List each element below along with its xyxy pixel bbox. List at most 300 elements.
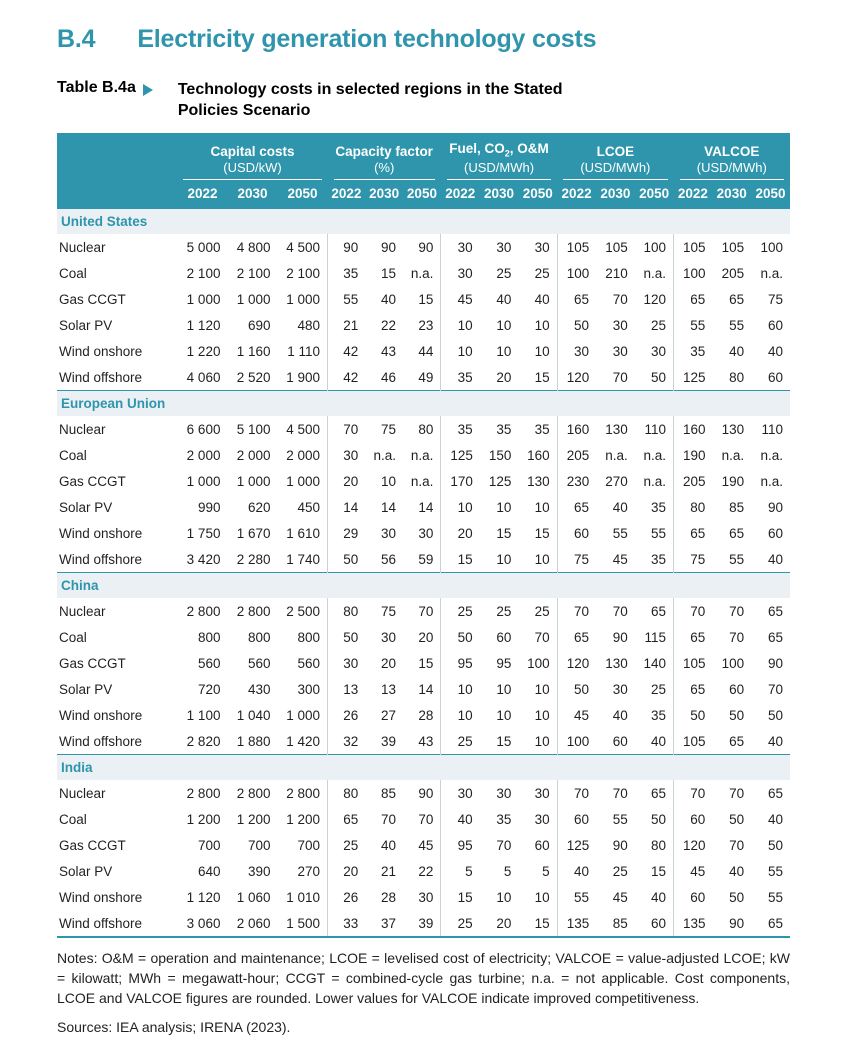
- cell-valcoe-2050: 65: [767, 785, 783, 801]
- cell-capital-2030: 800: [247, 629, 271, 645]
- cell-capital-2050: 4 500: [286, 421, 321, 437]
- cell-capacity-2050: 70: [418, 811, 434, 827]
- cell-capacity-2030: 37: [381, 915, 397, 931]
- header-year-valcoe-2030: 2030: [712, 180, 751, 209]
- cell-capital-2022: 6 600: [186, 421, 221, 437]
- cell-fuel-2050: 30: [534, 239, 550, 255]
- cell-fuel-2050: 10: [534, 889, 550, 905]
- cell-capacity-2050: 90: [418, 785, 434, 801]
- cell-fuel-2050: 30: [534, 785, 550, 801]
- cell-valcoe-2050: 65: [767, 629, 783, 645]
- cell-capacity-2022: 35: [328, 260, 366, 286]
- header-group-lcoe-name: LCOE: [596, 143, 635, 159]
- cell-valcoe-2022: 65: [674, 676, 713, 702]
- cell-valcoe-2030: 85: [729, 499, 745, 515]
- cell-lcoe-2050: 120: [643, 291, 667, 307]
- cell-capacity-2030: 75: [381, 603, 397, 619]
- cell-capital-2050: 300: [297, 681, 321, 697]
- cell-capital-2022: 5 000: [186, 239, 221, 255]
- cell-fuel-2050: 10: [534, 499, 550, 515]
- cell-lcoe-2050: 35: [651, 707, 667, 723]
- table-row: [57, 234, 790, 260]
- cell-fuel-2050: 10: [534, 733, 550, 749]
- cell-fuel-2022: 15: [441, 884, 480, 910]
- region-header-row: [57, 755, 790, 781]
- cell-capacity-2022: 42: [328, 338, 366, 364]
- header-group-capital-costs: [177, 133, 327, 179]
- cell-lcoe-2022: 230: [557, 468, 596, 494]
- cell-valcoe-2022: 65: [674, 520, 713, 546]
- cell-capital-2050: 1 740: [286, 551, 321, 567]
- cell-valcoe-2022: 75: [674, 546, 713, 573]
- cell-lcoe-2050: 110: [644, 421, 667, 437]
- cell-capital-2030: 620: [247, 499, 271, 515]
- cell-fuel-2022: 25: [441, 598, 480, 624]
- cell-valcoe-2022: 65: [674, 286, 713, 312]
- cell-valcoe-2030: 60: [729, 681, 745, 697]
- table-row: [57, 832, 790, 858]
- cell-lcoe-2050: 115: [644, 629, 667, 645]
- cell-capital-2030: 1 200: [236, 811, 271, 827]
- cell-lcoe-2050: 25: [651, 317, 667, 333]
- cell-lcoe-2050: n.a.: [643, 265, 667, 281]
- cell-valcoe-2050: 50: [767, 837, 783, 853]
- cell-capital-2022: 700: [197, 837, 221, 853]
- cell-capital-2050: 1 200: [286, 811, 321, 827]
- cell-lcoe-2050: 80: [651, 837, 667, 853]
- cell-capital-2030: 1 160: [236, 343, 271, 359]
- cell-fuel-2030: 10: [496, 551, 512, 567]
- cell-valcoe-2030: 55: [729, 317, 745, 333]
- cell-capacity-2050: 15: [418, 655, 434, 671]
- header-corner-cell: [57, 133, 177, 179]
- cell-fuel-2022: 15: [441, 546, 480, 573]
- cell-capacity-2030: 30: [381, 629, 397, 645]
- header-group-fuel-co2-om-name: Fuel, $CO_2$, O&M: [449, 141, 549, 159]
- cell-lcoe-2030: 45: [612, 551, 628, 567]
- table-row: [57, 650, 790, 676]
- cell-capital-2022: 3 060: [186, 915, 221, 931]
- cell-capital-2022: 2 820: [186, 733, 221, 749]
- cell-capacity-2022: 26: [328, 702, 366, 728]
- cell-lcoe-2022: 65: [557, 624, 596, 650]
- cell-valcoe-2030: 90: [729, 915, 745, 931]
- cell-valcoe-2022: 50: [674, 702, 713, 728]
- cell-capacity-2050: 30: [418, 525, 434, 541]
- cell-capital-2050: 1 420: [286, 733, 321, 749]
- cell-fuel-2050: 15: [534, 525, 550, 541]
- table-row: [57, 442, 790, 468]
- cell-lcoe-2030: 30: [612, 343, 628, 359]
- cell-capacity-2030: 10: [381, 473, 397, 489]
- cell-lcoe-2030: 70: [612, 291, 628, 307]
- cell-capital-2030: 4 800: [236, 239, 271, 255]
- cell-lcoe-2022: 70: [557, 598, 596, 624]
- table-row: [57, 702, 790, 728]
- cell-capital-2050: 270: [297, 863, 321, 879]
- cell-lcoe-2022: 65: [557, 286, 596, 312]
- cell-lcoe-2030: 210: [605, 265, 628, 281]
- cell-valcoe-2022: 105: [674, 728, 713, 755]
- cell-valcoe-2050: 110: [761, 421, 783, 437]
- cell-valcoe-2050: 40: [767, 551, 783, 567]
- cell-valcoe-2022: 45: [674, 858, 713, 884]
- cell-capacity-2030: 30: [381, 525, 397, 541]
- cell-valcoe-2022: 70: [674, 780, 713, 806]
- technology-label: Wind offshore: [59, 369, 143, 385]
- cell-capacity-2050: 59: [418, 551, 434, 567]
- technology-label: Wind onshore: [59, 889, 143, 905]
- cell-lcoe-2022: 40: [557, 858, 596, 884]
- technology-label: Wind onshore: [59, 343, 143, 359]
- header-year-fuel-2030: 2030: [480, 180, 519, 209]
- cell-lcoe-2030: 45: [612, 889, 628, 905]
- header-year-lcoe-2030: 2030: [596, 180, 635, 209]
- technology-label: Wind offshore: [59, 915, 143, 931]
- cell-valcoe-2030: 70: [729, 837, 745, 853]
- cell-fuel-2030: 40: [496, 291, 512, 307]
- cell-capital-2022: 1 750: [186, 525, 221, 541]
- table-row: [57, 806, 790, 832]
- cell-fuel-2030: 10: [496, 707, 512, 723]
- cell-capacity-2030: 22: [381, 317, 397, 333]
- cell-capital-2050: 450: [297, 499, 321, 515]
- table-row: [57, 312, 790, 338]
- cell-capital-2050: 1 000: [286, 473, 321, 489]
- cell-capital-2022: 2 800: [186, 603, 221, 619]
- cell-capital-2022: 2 800: [186, 785, 221, 801]
- cell-fuel-2050: 30: [534, 811, 550, 827]
- cell-valcoe-2050: 65: [767, 915, 783, 931]
- cell-fuel-2030: 150: [488, 447, 512, 463]
- cell-capacity-2022: 30: [328, 650, 366, 676]
- cell-lcoe-2050: 50: [651, 369, 667, 385]
- cell-valcoe-2050: n.a.: [760, 265, 783, 281]
- cell-lcoe-2030: 40: [612, 707, 628, 723]
- table-caption-text: Technology costs in selected regions in the Stated Policies Scenario: [177, 81, 563, 120]
- cell-capacity-2050: 15: [418, 291, 434, 307]
- technology-label: Gas CCGT: [59, 473, 126, 489]
- cell-capital-2022: 3 420: [186, 551, 221, 567]
- cell-capacity-2030: 70: [381, 811, 397, 827]
- section-number: B.4: [57, 25, 96, 53]
- header-year-fuel-2022: 2022: [441, 180, 480, 209]
- cell-capital-2050: 2 500: [286, 603, 321, 619]
- cell-capital-2030: 390: [247, 863, 271, 879]
- technology-costs-table: [57, 133, 790, 936]
- cell-fuel-2050: 25: [534, 265, 550, 281]
- cell-capacity-2022: 33: [328, 910, 366, 936]
- cell-fuel-2030: 25: [496, 265, 512, 281]
- header-group-lcoe-unit: (USD/MWh): [580, 159, 651, 175]
- cell-fuel-2050: 35: [534, 421, 550, 437]
- cell-capacity-2022: 80: [328, 598, 366, 624]
- cell-capacity-2022: 55: [328, 286, 366, 312]
- cell-capacity-2030: 46: [381, 369, 397, 385]
- cell-capacity-2050: 22: [418, 863, 434, 879]
- cell-valcoe-2022: 60: [674, 884, 713, 910]
- cell-capacity-2050: 30: [418, 889, 434, 905]
- cell-capacity-2022: 32: [328, 728, 366, 755]
- cell-capital-2050: 1 000: [286, 291, 321, 307]
- cell-valcoe-2022: 60: [674, 806, 713, 832]
- cell-lcoe-2030: 90: [612, 629, 628, 645]
- header-group-capacity-factor-unit: (%): [374, 159, 395, 175]
- cell-capital-2030: 2 100: [236, 265, 271, 281]
- cell-fuel-2030: 25: [496, 603, 512, 619]
- cell-capacity-2030: 85: [381, 785, 397, 801]
- cell-lcoe-2050: 140: [643, 655, 667, 671]
- cell-capacity-2022: 70: [328, 416, 366, 442]
- header-year-capital-2050: 2050: [277, 180, 327, 209]
- cell-lcoe-2050: 40: [651, 733, 667, 749]
- cell-capital-2022: 1 100: [186, 707, 221, 723]
- cell-capacity-2022: 21: [328, 312, 366, 338]
- cell-valcoe-2030: 70: [729, 629, 745, 645]
- cell-fuel-2050: 130: [527, 473, 550, 489]
- cell-capital-2022: 1 200: [186, 811, 221, 827]
- header-year-blank: [57, 180, 177, 209]
- cell-fuel-2022: 5: [441, 858, 480, 884]
- cell-lcoe-2022: 100: [557, 728, 596, 755]
- table-row: [57, 468, 790, 494]
- cell-lcoe-2030: 30: [612, 317, 628, 333]
- table-row: [57, 858, 790, 884]
- cell-fuel-2030: 60: [496, 629, 512, 645]
- cell-lcoe-2050: 40: [651, 889, 667, 905]
- cell-fuel-2022: 30: [441, 780, 480, 806]
- table-row: [57, 338, 790, 364]
- technology-label: Solar PV: [59, 317, 113, 333]
- header-year-lcoe-2050: 2050: [635, 180, 674, 209]
- cell-valcoe-2030: 65: [729, 733, 745, 749]
- cell-capital-2050: 800: [297, 629, 321, 645]
- cell-capacity-2030: 56: [381, 551, 397, 567]
- cell-lcoe-2022: 105: [557, 234, 596, 260]
- cell-lcoe-2030: 70: [612, 603, 628, 619]
- cell-capacity-2030: 90: [381, 239, 397, 255]
- header-group-lcoe: [557, 133, 673, 179]
- cell-capital-2030: 1 060: [236, 889, 271, 905]
- cell-fuel-2030: 10: [496, 343, 512, 359]
- cell-lcoe-2050: 65: [651, 785, 667, 801]
- cell-fuel-2030: 30: [496, 239, 512, 255]
- cell-valcoe-2050: 55: [767, 889, 783, 905]
- header-group-valcoe-name: VALCOE: [704, 143, 760, 159]
- header-group-capacity-factor-name: Capacity factor: [335, 143, 433, 159]
- cell-valcoe-2030: 190: [721, 473, 745, 489]
- cell-lcoe-2030: 130: [605, 655, 628, 671]
- region-header-row: [57, 209, 790, 234]
- table-row: [57, 286, 790, 312]
- cell-capacity-2030: 13: [381, 681, 397, 697]
- technology-label: Nuclear: [59, 603, 106, 619]
- cell-lcoe-2030: 30: [612, 681, 628, 697]
- cell-capacity-2030: 14: [381, 499, 397, 515]
- cell-capital-2030: 2 520: [236, 369, 271, 385]
- technology-costs-table-wrapper: [57, 133, 790, 938]
- cell-capacity-2022: 50: [328, 546, 366, 573]
- cell-capital-2022: 720: [197, 681, 221, 697]
- cell-valcoe-2022: 100: [674, 260, 713, 286]
- cell-lcoe-2030: 270: [605, 473, 628, 489]
- technology-label: Solar PV: [59, 499, 113, 515]
- cell-capital-2030: 700: [247, 837, 271, 853]
- cell-capital-2050: 1 010: [286, 889, 321, 905]
- cell-lcoe-2030: 25: [612, 863, 628, 879]
- cell-capacity-2022: 65: [328, 806, 366, 832]
- cell-capital-2022: 560: [197, 655, 221, 671]
- cell-capital-2030: 1 000: [236, 291, 271, 307]
- cell-capacity-2022: 42: [328, 364, 366, 391]
- cell-fuel-2030: 15: [496, 525, 512, 541]
- cell-valcoe-2030: 105: [721, 239, 745, 255]
- technology-label: Solar PV: [59, 863, 113, 879]
- cell-valcoe-2050: 90: [767, 499, 783, 515]
- cell-valcoe-2050: n.a.: [760, 447, 783, 463]
- cell-valcoe-2022: 105: [674, 650, 713, 676]
- cell-fuel-2022: 95: [441, 650, 480, 676]
- header-year-row: [57, 180, 790, 209]
- cell-valcoe-2030: 50: [729, 707, 745, 723]
- cell-fuel-2022: 35: [441, 416, 480, 442]
- cell-capacity-2050: n.a.: [410, 265, 434, 281]
- cell-capital-2030: 2 000: [236, 447, 271, 463]
- cell-fuel-2022: 10: [441, 312, 480, 338]
- cell-fuel-2030: 70: [496, 837, 512, 853]
- cell-capital-2050: 1 610: [286, 525, 321, 541]
- cell-valcoe-2050: 40: [767, 343, 783, 359]
- cell-fuel-2050: 10: [534, 551, 550, 567]
- cell-lcoe-2030: 130: [605, 421, 628, 437]
- cell-capital-2022: 1 120: [186, 317, 221, 333]
- cell-valcoe-2022: 65: [674, 624, 713, 650]
- header-year-capacity-2050: 2050: [403, 180, 441, 209]
- table-row: [57, 416, 790, 442]
- cell-lcoe-2022: 45: [557, 702, 596, 728]
- cell-fuel-2022: 50: [441, 624, 480, 650]
- cell-capital-2022: 990: [197, 499, 221, 515]
- cell-valcoe-2030: 130: [721, 421, 745, 437]
- cell-capital-2050: 1 000: [286, 707, 321, 723]
- cell-valcoe-2030: 65: [729, 525, 745, 541]
- cell-capacity-2030: 27: [381, 707, 397, 723]
- cell-fuel-2050: 5: [542, 863, 550, 879]
- cell-lcoe-2050: 15: [651, 863, 667, 879]
- table-row: [57, 624, 790, 650]
- technology-label: Solar PV: [59, 681, 113, 697]
- cell-capital-2022: 640: [197, 863, 221, 879]
- cell-capacity-2022: 29: [328, 520, 366, 546]
- cell-capacity-2050: 14: [418, 499, 434, 515]
- cell-capital-2050: 480: [297, 317, 321, 333]
- cell-capacity-2030: 28: [381, 889, 397, 905]
- cell-fuel-2030: 15: [496, 733, 512, 749]
- cell-fuel-2022: 125: [441, 442, 480, 468]
- cell-valcoe-2022: 190: [674, 442, 713, 468]
- cell-capital-2050: 1 500: [286, 915, 321, 931]
- cell-valcoe-2050: 65: [767, 603, 783, 619]
- cell-fuel-2022: 45: [441, 286, 480, 312]
- cell-fuel-2050: 60: [534, 837, 550, 853]
- cell-lcoe-2050: n.a.: [643, 473, 667, 489]
- cell-lcoe-2022: 50: [557, 312, 596, 338]
- cell-capital-2030: 1 880: [236, 733, 271, 749]
- cell-capacity-2050: 14: [418, 681, 434, 697]
- cell-capacity-2022: 14: [328, 494, 366, 520]
- table-notes: Notes: O&M = operation and maintenance; LCOE = levelised cost of electricity; VALCOE = value-adjusted LCOE; kW = kilowatt; MWh = megawatt-hour; CCGT = combined-cycle gas turbine; n.a. = not applicable. Cost components, LCOE and VALCOE figures are rounded. Lower values for VALCOE indicate improved competitiveness.: [57, 950, 790, 1007]
- section-heading: [57, 0, 790, 54]
- cell-lcoe-2030: 55: [612, 525, 628, 541]
- header-year-valcoe-2050: 2050: [751, 180, 790, 209]
- region-header-row: [57, 391, 790, 417]
- cell-valcoe-2050: 100: [760, 239, 783, 255]
- header-year-capacity-2030: 2030: [365, 180, 403, 209]
- cell-valcoe-2022: 135: [674, 910, 713, 936]
- cell-valcoe-2030: 50: [729, 811, 745, 827]
- table-row: [57, 910, 790, 936]
- header-group-row: [57, 133, 790, 179]
- cell-lcoe-2022: 60: [557, 806, 596, 832]
- table-row: [57, 676, 790, 702]
- cell-lcoe-2050: n.a.: [643, 447, 667, 463]
- cell-capital-2022: 2 000: [186, 447, 221, 463]
- cell-lcoe-2050: 65: [651, 603, 667, 619]
- cell-fuel-2050: 70: [534, 629, 550, 645]
- cell-valcoe-2050: 55: [767, 863, 783, 879]
- cell-capacity-2022: 20: [328, 468, 366, 494]
- header-year-lcoe-2022: 2022: [557, 180, 596, 209]
- cell-capital-2030: 1 670: [236, 525, 271, 541]
- cell-valcoe-2022: 55: [674, 312, 713, 338]
- cell-valcoe-2022: 160: [674, 416, 713, 442]
- cell-capital-2030: 2 060: [236, 915, 271, 931]
- cell-fuel-2050: 15: [534, 915, 550, 931]
- cell-capacity-2050: 80: [418, 421, 434, 437]
- table-sources: Sources: IEA analysis; IRENA (2023).: [57, 1018, 291, 1035]
- cell-fuel-2030: 35: [496, 811, 512, 827]
- cell-capacity-2050: 70: [418, 603, 434, 619]
- cell-capital-2050: 560: [297, 655, 321, 671]
- table-caption: [57, 79, 790, 121]
- technology-label: Coal: [59, 265, 87, 281]
- cell-fuel-2030: 125: [488, 473, 512, 489]
- cell-valcoe-2030: 40: [729, 343, 745, 359]
- cell-fuel-2050: 10: [534, 707, 550, 723]
- region-header-row: [57, 573, 790, 599]
- cell-lcoe-2050: 50: [651, 811, 667, 827]
- cell-fuel-2030: 20: [496, 369, 512, 385]
- cell-fuel-2050: 40: [534, 291, 550, 307]
- cell-capacity-2050: 49: [418, 369, 434, 385]
- cell-capacity-2050: 90: [418, 239, 434, 255]
- cell-capital-2050: 4 500: [286, 239, 321, 255]
- cell-valcoe-2030: n.a.: [721, 447, 745, 463]
- cell-fuel-2050: 25: [534, 603, 550, 619]
- cell-fuel-2030: 35: [496, 421, 512, 437]
- cell-lcoe-2030: 90: [612, 837, 628, 853]
- cell-capital-2050: 2 000: [286, 447, 321, 463]
- region-name: China: [57, 573, 790, 599]
- region-name: European Union: [57, 391, 790, 417]
- cell-fuel-2050: 160: [527, 447, 550, 463]
- cell-valcoe-2022: 120: [674, 832, 713, 858]
- cell-fuel-2022: 20: [441, 520, 480, 546]
- cell-capacity-2030: 15: [381, 265, 397, 281]
- table-header: [57, 133, 790, 209]
- cell-lcoe-2050: 100: [643, 239, 667, 255]
- technology-label: Wind onshore: [59, 525, 143, 541]
